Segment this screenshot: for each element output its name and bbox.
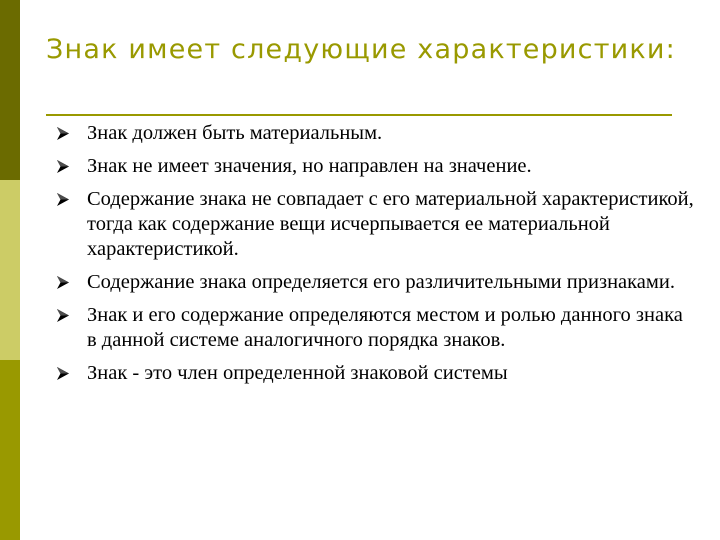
- bullet-item: [54, 270, 694, 295]
- side-bar-light-segment: [0, 180, 20, 360]
- bullet-text: Знак должен быть материальным.: [87, 122, 383, 144]
- bullet-list: [54, 121, 694, 394]
- bullet-text: Содержание знака не совпадает с его материальной характеристикой, тогда как содержание вещи исчерпывается ее материальной характеристикой.: [87, 188, 694, 260]
- arrowhead-bullet-icon: [57, 367, 69, 380]
- bullet-text: Знак не имеет значения, но направлен на значение.: [87, 155, 532, 177]
- bullet-text: Знак - это член определенной знаковой системы: [87, 362, 508, 384]
- title-underline: [46, 114, 672, 116]
- bullet-item: [54, 303, 694, 353]
- bullet-item: [54, 154, 694, 179]
- bullet-item: [54, 187, 694, 262]
- bullet-item: [54, 361, 694, 386]
- side-bar-dark-segment: [0, 0, 20, 180]
- arrowhead-bullet-icon: [57, 160, 69, 173]
- slide-title: Знак имеет следующие характеристики:: [46, 34, 676, 65]
- bullet-item: [54, 121, 694, 146]
- arrowhead-bullet-icon: [57, 276, 69, 289]
- arrowhead-bullet-icon: [57, 309, 69, 322]
- arrowhead-bullet-icon: [57, 193, 69, 206]
- side-bar-mid-segment: [0, 360, 20, 540]
- arrowhead-bullet-icon: [57, 127, 69, 140]
- bullet-text: Содержание знака определяется его различительными признаками.: [87, 271, 675, 293]
- bullet-text: Знак и его содержание определяются местом и ролью данного знака в данной системе аналогичного порядка знаков.: [87, 304, 683, 351]
